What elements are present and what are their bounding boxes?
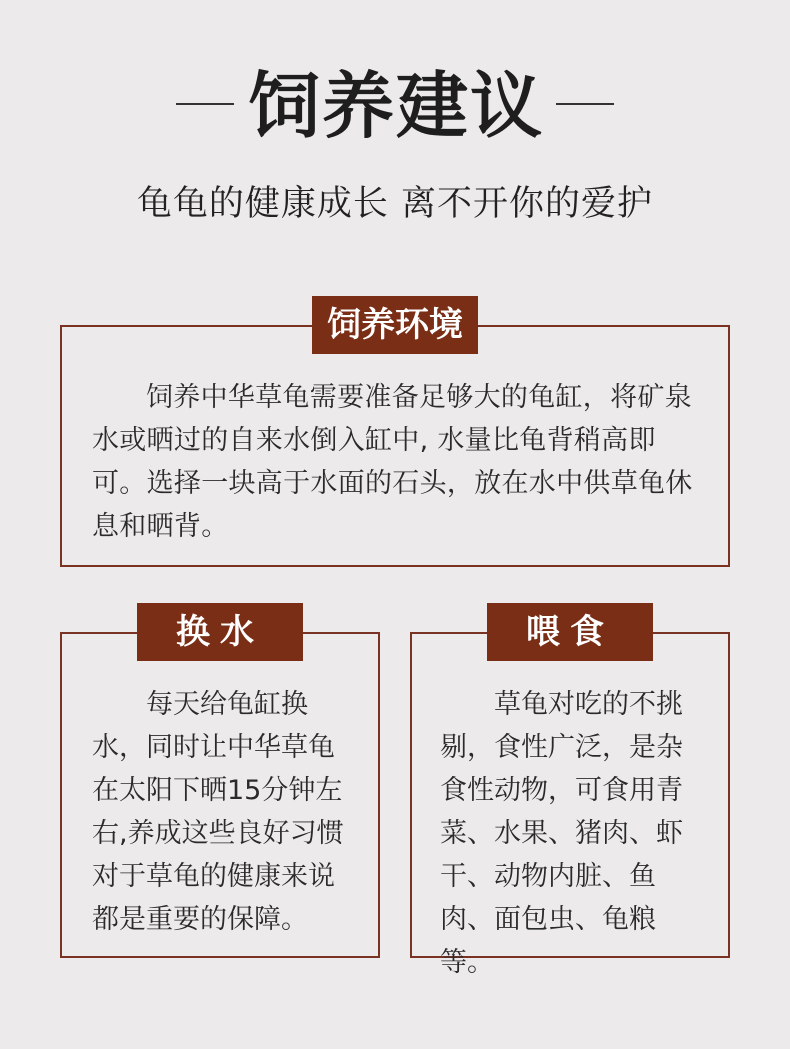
water-section-text: 每天给龟缸换水，同时让中华草龟在太阳下晒15分钟左右,养成这些良好习惯对于草龟的健康来说都是重要的保障。 [92, 689, 344, 935]
feeding-section-text: 草龟对吃的不挑剔，食性广泛，是杂食性动物，可食用青菜、水果、猪肉、虾干、动物内脏、鱼肉、面包虫、龟粮等。 [440, 689, 683, 978]
page-title: 饲养建议 [248, 63, 545, 148]
feeding-section-badge: 喂食 [487, 603, 653, 661]
title-divider-right [556, 103, 614, 105]
environment-section-badge: 饲养环境 [312, 296, 478, 354]
page-subtitle: 龟龟的健康成长 离不开你的爱护 [136, 184, 654, 224]
title-row [0, 58, 790, 158]
environment-section-text: 饲养中华草龟需要准备足够大的龟缸，将矿泉水或晒过的自来水倒入缸中, 水量比龟背稍高即可。选择一块高于水面的石头，放在水中供草龟休息和晒背。 [92, 382, 693, 542]
water-section-badge: 换水 [137, 603, 303, 661]
title-divider-left [176, 103, 234, 105]
